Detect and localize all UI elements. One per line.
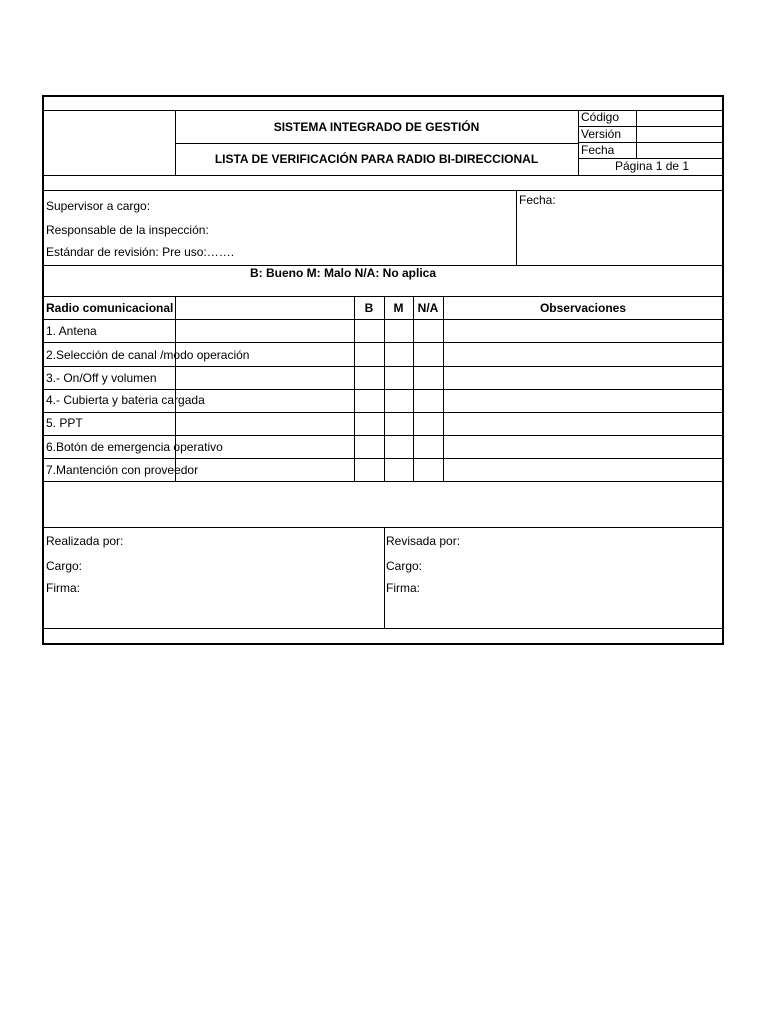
form-title: SISTEMA INTEGRADO DE GESTIÓN: [273, 120, 480, 134]
column-header-b: B: [364, 301, 374, 315]
info-divider: [516, 190, 517, 265]
meta-value-divider: [636, 110, 637, 158]
title-divider: [175, 143, 578, 144]
left-position-label: Cargo:: [46, 559, 83, 573]
checklist-item: 5. PPT: [46, 416, 83, 430]
m-column-divider: [384, 296, 385, 481]
column-header-item: Radio comunicacional: [46, 301, 174, 315]
legend-text: B: Bueno M: Malo N/A: No aplica: [250, 266, 436, 280]
checklist-item: 2.Selección de canal /modo operación: [46, 348, 250, 362]
column-header-m: M: [393, 301, 404, 315]
checklist-item: 6.Botón de emergencia operativo: [46, 440, 223, 454]
table-row-line: [43, 481, 723, 482]
standard-label: Estándar de revisión: Pre uso:…….: [46, 245, 235, 259]
date-meta-label: Fecha: [581, 143, 615, 157]
supervisor-label: Supervisor a cargo:: [46, 199, 151, 213]
signature-top-line: [43, 527, 723, 528]
b-column-divider: [354, 296, 355, 481]
made-by-label: Realizada por:: [46, 534, 124, 548]
table-row-line: [43, 342, 723, 343]
observations-column-divider: [443, 296, 444, 481]
form-subtitle: LISTA DE VERIFICACIÓN PARA RADIO BI-DIRECCIONAL: [214, 152, 539, 166]
page-info: Página 1 de 1: [615, 159, 690, 173]
form-frame: [42, 95, 724, 645]
left-signature-label: Firma:: [46, 581, 80, 595]
checklist-item: 4.- Cubierta y bateria cargada: [46, 393, 205, 407]
column-header-observations: Observaciones: [539, 301, 627, 315]
right-position-label: Cargo:: [386, 559, 423, 573]
checklist-item: 7.Mantención con proveedor: [46, 463, 199, 477]
table-row-line: [43, 458, 723, 459]
code-label: Código: [581, 110, 620, 124]
right-signature-label: Firma:: [386, 581, 420, 595]
reviewed-by-label: Revisada por:: [386, 534, 461, 548]
version-label: Versión: [581, 127, 622, 141]
checklist-item: 3.- On/Off y volumen: [46, 371, 157, 385]
info-top-line: [43, 190, 723, 191]
table-row-line: [43, 389, 723, 390]
header-top-line: [43, 110, 723, 111]
signature-divider: [384, 527, 385, 628]
na-column-divider: [413, 296, 414, 481]
table-row-line: [43, 412, 723, 413]
legend-bottom-line: [43, 296, 723, 297]
checklist-item: 1. Antena: [46, 324, 97, 338]
table-row-line: [43, 319, 723, 320]
column-header-na: N/A: [417, 301, 439, 315]
date-label: Fecha:: [519, 193, 556, 207]
table-row-line: [43, 435, 723, 436]
table-row-line: [43, 366, 723, 367]
responsible-label: Responsable de la inspección:: [46, 223, 209, 237]
header-bottom-line: [43, 175, 723, 176]
signature-bottom-line: [43, 628, 723, 629]
